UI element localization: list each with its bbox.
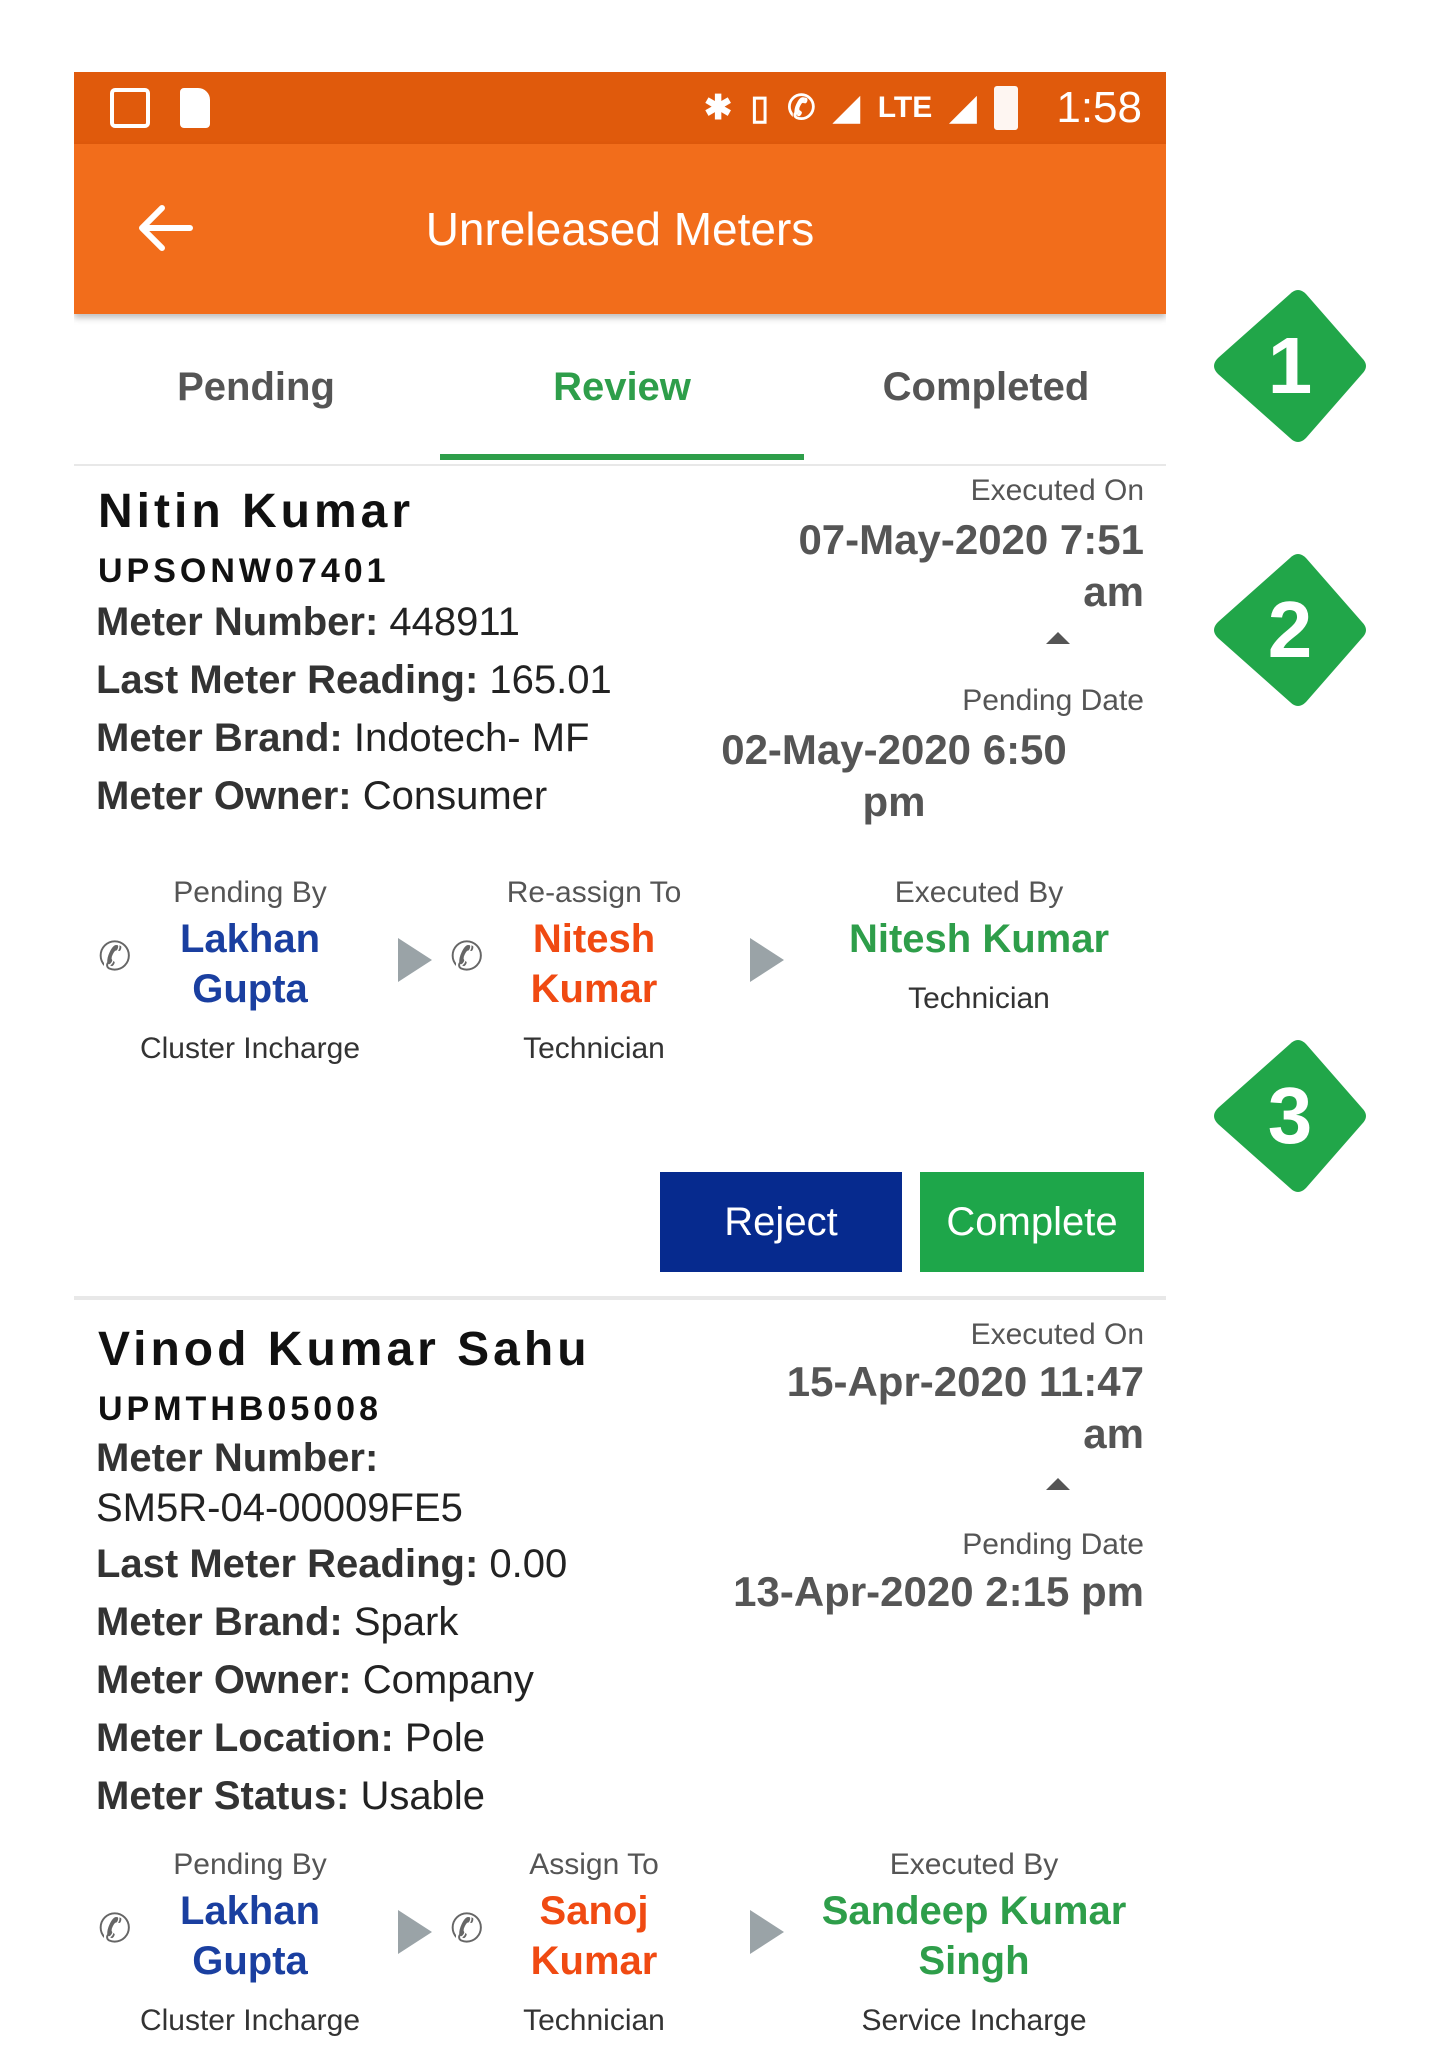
assign-to-label: Assign To	[529, 1848, 659, 1881]
last-meter-reading-field: Last Meter Reading: 0.00	[96, 1542, 568, 1586]
callout-badge-1: 1	[1210, 286, 1370, 446]
lte-icon: LTE	[877, 91, 933, 124]
reassign-to-name: Nitesh Kumar	[530, 917, 658, 1011]
meter-number-field: Meter Number: 448911	[96, 600, 520, 644]
pending-by-name: Lakhan Gupta	[179, 917, 321, 1011]
pending-date: 02-May-2020 6:50 pm	[721, 726, 1067, 825]
meter-owner-field: Meter Owner: Consumer	[96, 774, 548, 818]
sim-icon	[180, 88, 210, 128]
play-arrow-icon	[398, 1910, 432, 1954]
phone-icon[interactable]: ✆	[450, 935, 484, 979]
executed-by-label: Executed By	[889, 1848, 1059, 1881]
reassign-to-label: Re-assign To	[506, 876, 682, 909]
meter-location-field: Meter Location: Pole	[96, 1716, 485, 1760]
consumer-name: Vinod Kumar Sahu	[98, 1323, 591, 1376]
meter-card	[74, 466, 1166, 1300]
complete-button[interactable]: Complete	[920, 1172, 1144, 1272]
caret-up-icon	[1046, 1478, 1070, 1490]
caret-up-icon	[1046, 632, 1070, 644]
phone-icon[interactable]: ✆	[98, 1907, 132, 1951]
reject-button[interactable]: Reject	[660, 1172, 902, 1272]
play-arrow-icon	[398, 938, 432, 982]
tab-review[interactable]: Review	[553, 365, 691, 409]
assign-to-name: Sanoj Kumar	[530, 1889, 658, 1983]
app-bar	[74, 144, 1166, 314]
meter-brand-field: Meter Brand: Spark	[96, 1600, 459, 1644]
executed-by-name: Sandeep Kumar Singh	[821, 1889, 1127, 1983]
executed-on-label: Executed On	[970, 474, 1144, 507]
tab-completed[interactable]: Completed	[882, 365, 1090, 409]
play-arrow-icon	[750, 938, 784, 982]
consumer-code: UPSONW07401	[98, 552, 390, 590]
pending-date-label: Pending Date	[962, 684, 1144, 717]
volte-call-icon: ✆	[787, 89, 816, 127]
phone-icon[interactable]: ✆	[450, 1907, 484, 1951]
pending-by-role: Cluster Incharge	[139, 1032, 361, 1065]
tab-pending[interactable]: Pending	[177, 365, 335, 409]
executed-by-name: Nitesh Kumar	[848, 917, 1110, 961]
consumer-code: UPMTHB05008	[98, 1390, 382, 1428]
pending-date-label: Pending Date	[962, 1528, 1144, 1561]
roaming-signal-icon: ◢	[950, 89, 977, 127]
callout-badge-3: 3	[1210, 1036, 1370, 1196]
pending-date: 13-Apr-2020 2:15 pm	[733, 1568, 1144, 1615]
vibrate-icon: ▯	[750, 89, 770, 127]
meter-brand-field: Meter Brand: Indotech- MF	[96, 716, 590, 760]
callout-badge-2: 2	[1210, 550, 1370, 710]
meter-number-value: SM5R-04-00009FE5	[96, 1486, 463, 1530]
pending-by-role: Cluster Incharge	[139, 2004, 361, 2037]
battery-icon	[994, 86, 1018, 130]
bluetooth-icon: ✱	[703, 89, 733, 127]
status-bar	[74, 72, 1166, 144]
active-tab-indicator	[440, 454, 804, 460]
executed-by-label: Executed By	[894, 876, 1064, 909]
executed-on-label: Executed On	[970, 1318, 1144, 1351]
meter-card	[74, 1312, 1166, 2053]
status-time: 1:58	[1056, 83, 1142, 132]
last-meter-reading-field: Last Meter Reading: 165.01	[96, 658, 612, 702]
meter-status-field: Meter Status: Usable	[96, 1774, 486, 1818]
executed-on-date: 15-Apr-2020 11:47 am	[786, 1358, 1144, 1457]
pending-by-label: Pending By	[173, 1848, 327, 1881]
executed-by-role: Service Incharge	[861, 2004, 1087, 2037]
phone-icon[interactable]: ✆	[98, 935, 132, 979]
play-arrow-icon	[750, 1910, 784, 1954]
page-title: Unreleased Meters	[425, 203, 815, 255]
signal-icon: ◢	[833, 89, 860, 127]
consumer-name: Nitin Kumar	[98, 485, 415, 538]
meter-owner-field: Meter Owner: Company	[96, 1658, 534, 1702]
executed-on-date: 07-May-2020 7:51 am	[798, 516, 1144, 615]
reassign-to-role: Technician	[523, 1032, 665, 1065]
meter-number-field: Meter Number:	[96, 1436, 379, 1480]
tab-bar	[74, 314, 1166, 466]
image-icon	[110, 88, 150, 128]
phone-screen	[74, 72, 1166, 2053]
assign-to-role: Technician	[523, 2004, 665, 2037]
pending-by-name: Lakhan Gupta	[179, 1889, 321, 1983]
pending-by-label: Pending By	[173, 876, 327, 909]
executed-by-role: Technician	[908, 982, 1050, 1015]
